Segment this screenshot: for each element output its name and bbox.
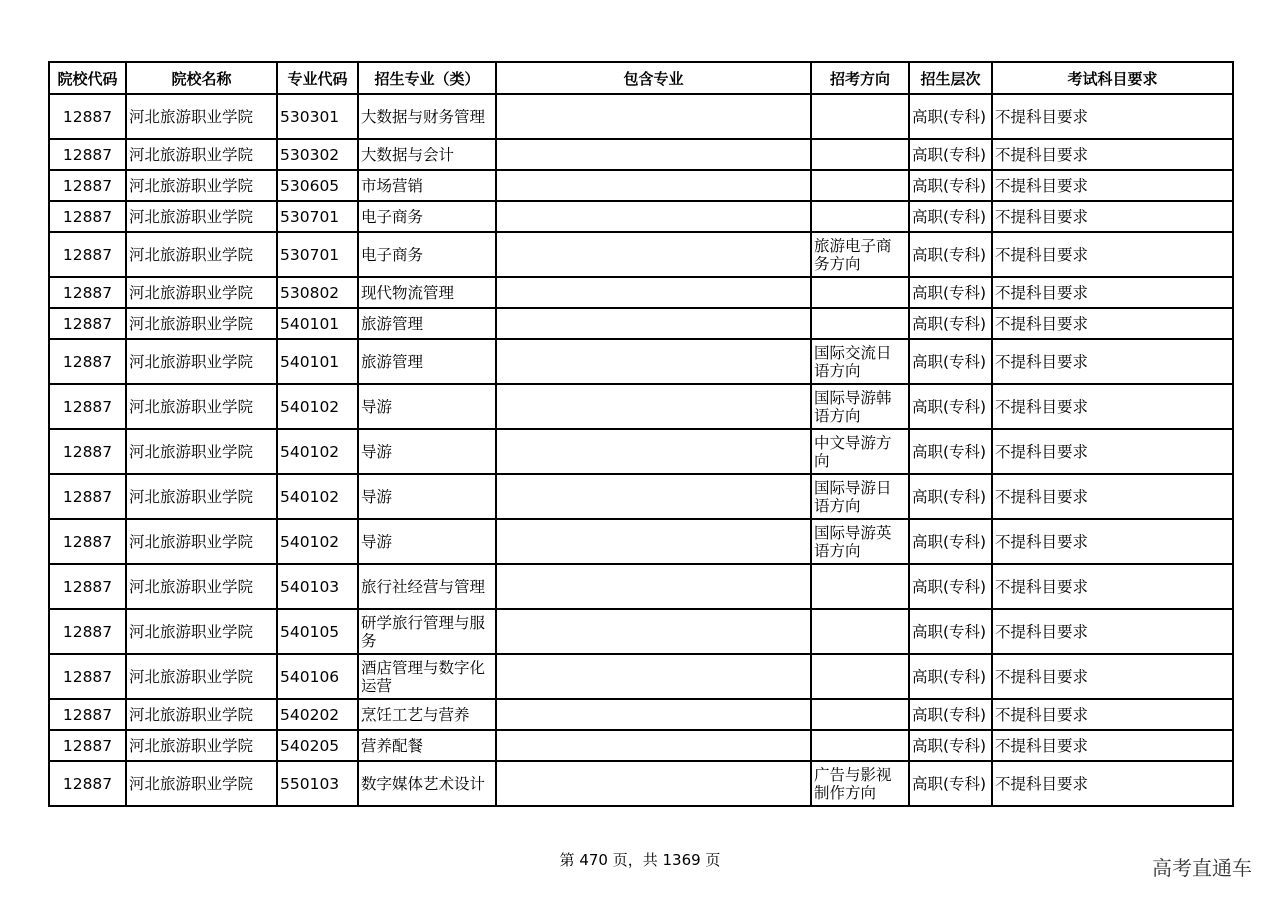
- cell-major: 市场营销: [358, 170, 496, 201]
- cell-major: 现代物流管理: [358, 277, 496, 308]
- cell-major-code: 540106: [277, 654, 358, 699]
- admissions-table: [48, 61, 1234, 807]
- cell-major-code: 540102: [277, 519, 358, 564]
- cell-school-name: 河北旅游职业学院: [126, 609, 277, 654]
- cell-major: 电子商务: [358, 232, 496, 277]
- table-row: [49, 232, 1233, 277]
- table-row: [49, 201, 1233, 232]
- cell-direction: 国际导游英语方向: [811, 519, 909, 564]
- cell-school-name: 河北旅游职业学院: [126, 94, 277, 139]
- cell-included-majors: [496, 384, 811, 429]
- cell-school-code: 12887: [49, 339, 126, 384]
- cell-direction: 广告与影视制作方向: [811, 761, 909, 806]
- cell-school-name: 河北旅游职业学院: [126, 429, 277, 474]
- header-major-code: 专业代码: [277, 62, 358, 94]
- cell-level: 高职(专科): [909, 94, 992, 139]
- cell-included-majors: [496, 170, 811, 201]
- cell-school-name: 河北旅游职业学院: [126, 139, 277, 170]
- cell-level: 高职(专科): [909, 699, 992, 730]
- cell-school-name: 河北旅游职业学院: [126, 308, 277, 339]
- cell-requirement: 不提科目要求: [992, 654, 1233, 699]
- cell-direction: [811, 654, 909, 699]
- cell-school-name: 河北旅游职业学院: [126, 761, 277, 806]
- cell-school-name: 河北旅游职业学院: [126, 730, 277, 761]
- cell-major-code: 530802: [277, 277, 358, 308]
- cell-major-code: 540205: [277, 730, 358, 761]
- cell-school-code: 12887: [49, 139, 126, 170]
- cell-requirement: 不提科目要求: [992, 730, 1233, 761]
- cell-major: 大数据与会计: [358, 139, 496, 170]
- header-school-name: 院校名称: [126, 62, 277, 94]
- cell-requirement: 不提科目要求: [992, 761, 1233, 806]
- cell-level: 高职(专科): [909, 761, 992, 806]
- header-requirement: 考试科目要求: [992, 62, 1233, 94]
- cell-level: 高职(专科): [909, 339, 992, 384]
- cell-direction: [811, 730, 909, 761]
- header-major: 招生专业（类）: [358, 62, 496, 94]
- header-level: 招生层次: [909, 62, 992, 94]
- cell-direction: [811, 94, 909, 139]
- cell-major-code: 530701: [277, 232, 358, 277]
- table-header-row: [49, 62, 1233, 94]
- cell-requirement: 不提科目要求: [992, 201, 1233, 232]
- cell-major: 导游: [358, 429, 496, 474]
- cell-major-code: 540202: [277, 699, 358, 730]
- cell-included-majors: [496, 429, 811, 474]
- cell-school-code: 12887: [49, 277, 126, 308]
- header-school-code: 院校代码: [49, 62, 126, 94]
- cell-direction: [811, 170, 909, 201]
- cell-school-code: 12887: [49, 564, 126, 609]
- cell-direction: [811, 609, 909, 654]
- cell-school-name: 河北旅游职业学院: [126, 277, 277, 308]
- cell-school-code: 12887: [49, 609, 126, 654]
- cell-school-code: 12887: [49, 308, 126, 339]
- cell-school-code: 12887: [49, 384, 126, 429]
- watermark-text: 高考直通车: [1152, 856, 1252, 880]
- page-footer: 第 470 页，共 1369 页: [559, 851, 721, 869]
- cell-direction: [811, 201, 909, 232]
- cell-major: 酒店管理与数字化运营: [358, 654, 496, 699]
- cell-level: 高职(专科): [909, 308, 992, 339]
- cell-major-code: 540105: [277, 609, 358, 654]
- cell-school-code: 12887: [49, 94, 126, 139]
- cell-school-code: 12887: [49, 170, 126, 201]
- table-row: [49, 654, 1233, 699]
- cell-direction: 国际导游韩语方向: [811, 384, 909, 429]
- cell-school-code: 12887: [49, 474, 126, 519]
- cell-school-name: 河北旅游职业学院: [126, 699, 277, 730]
- cell-major-code: 540101: [277, 308, 358, 339]
- cell-level: 高职(专科): [909, 609, 992, 654]
- cell-major-code: 540102: [277, 429, 358, 474]
- cell-school-code: 12887: [49, 730, 126, 761]
- cell-requirement: 不提科目要求: [992, 609, 1233, 654]
- cell-school-name: 河北旅游职业学院: [126, 232, 277, 277]
- cell-school-code: 12887: [49, 519, 126, 564]
- table-row: [49, 384, 1233, 429]
- cell-major: 营养配餐: [358, 730, 496, 761]
- cell-major: 数字媒体艺术设计: [358, 761, 496, 806]
- cell-level: 高职(专科): [909, 277, 992, 308]
- cell-included-majors: [496, 474, 811, 519]
- cell-school-name: 河北旅游职业学院: [126, 170, 277, 201]
- table-row: [49, 730, 1233, 761]
- header-direction: 招考方向: [811, 62, 909, 94]
- table-row: [49, 609, 1233, 654]
- cell-major: 烹饪工艺与营养: [358, 699, 496, 730]
- cell-requirement: 不提科目要求: [992, 474, 1233, 519]
- cell-major-code: 540103: [277, 564, 358, 609]
- table-row: [49, 170, 1233, 201]
- cell-level: 高职(专科): [909, 384, 992, 429]
- cell-major: 导游: [358, 474, 496, 519]
- cell-major-code: 530302: [277, 139, 358, 170]
- cell-included-majors: [496, 761, 811, 806]
- cell-school-code: 12887: [49, 699, 126, 730]
- cell-school-name: 河北旅游职业学院: [126, 201, 277, 232]
- cell-level: 高职(专科): [909, 474, 992, 519]
- cell-major-code: 540102: [277, 384, 358, 429]
- cell-level: 高职(专科): [909, 654, 992, 699]
- header-included-majors: 包含专业: [496, 62, 811, 94]
- cell-major: 导游: [358, 384, 496, 429]
- cell-major-code: 550103: [277, 761, 358, 806]
- cell-major-code: 530301: [277, 94, 358, 139]
- cell-requirement: 不提科目要求: [992, 308, 1233, 339]
- cell-school-name: 河北旅游职业学院: [126, 519, 277, 564]
- cell-school-code: 12887: [49, 429, 126, 474]
- cell-direction: 旅游电子商务方向: [811, 232, 909, 277]
- cell-requirement: 不提科目要求: [992, 232, 1233, 277]
- cell-major: 电子商务: [358, 201, 496, 232]
- cell-requirement: 不提科目要求: [992, 699, 1233, 730]
- cell-direction: 中文导游方向: [811, 429, 909, 474]
- cell-school-code: 12887: [49, 201, 126, 232]
- table-row: [49, 339, 1233, 384]
- cell-school-name: 河北旅游职业学院: [126, 474, 277, 519]
- cell-major-code: 540101: [277, 339, 358, 384]
- cell-direction: [811, 277, 909, 308]
- cell-major: 旅行社经营与管理: [358, 564, 496, 609]
- cell-major: 大数据与财务管理: [358, 94, 496, 139]
- table-row: [49, 139, 1233, 170]
- cell-school-name: 河北旅游职业学院: [126, 564, 277, 609]
- cell-included-majors: [496, 730, 811, 761]
- table-row: [49, 761, 1233, 806]
- cell-requirement: 不提科目要求: [992, 170, 1233, 201]
- cell-included-majors: [496, 654, 811, 699]
- cell-level: 高职(专科): [909, 730, 992, 761]
- cell-direction: 国际导游日语方向: [811, 474, 909, 519]
- table-row: [49, 277, 1233, 308]
- cell-school-code: 12887: [49, 232, 126, 277]
- cell-included-majors: [496, 699, 811, 730]
- cell-included-majors: [496, 201, 811, 232]
- cell-included-majors: [496, 94, 811, 139]
- table-row: [49, 699, 1233, 730]
- cell-included-majors: [496, 609, 811, 654]
- cell-requirement: 不提科目要求: [992, 429, 1233, 474]
- cell-included-majors: [496, 564, 811, 609]
- cell-major: 导游: [358, 519, 496, 564]
- cell-school-name: 河北旅游职业学院: [126, 384, 277, 429]
- cell-major-code: 530605: [277, 170, 358, 201]
- cell-level: 高职(专科): [909, 170, 992, 201]
- cell-direction: [811, 308, 909, 339]
- cell-major: 旅游管理: [358, 308, 496, 339]
- cell-requirement: 不提科目要求: [992, 384, 1233, 429]
- cell-included-majors: [496, 232, 811, 277]
- table-row: [49, 94, 1233, 139]
- cell-direction: 国际交流日语方向: [811, 339, 909, 384]
- cell-included-majors: [496, 139, 811, 170]
- table-row: [49, 308, 1233, 339]
- cell-major-code: 540102: [277, 474, 358, 519]
- cell-school-name: 河北旅游职业学院: [126, 654, 277, 699]
- cell-major: 研学旅行管理与服务: [358, 609, 496, 654]
- cell-requirement: 不提科目要求: [992, 519, 1233, 564]
- cell-school-code: 12887: [49, 761, 126, 806]
- cell-school-code: 12887: [49, 654, 126, 699]
- cell-direction: [811, 139, 909, 170]
- cell-direction: [811, 699, 909, 730]
- cell-major-code: 530701: [277, 201, 358, 232]
- cell-requirement: 不提科目要求: [992, 564, 1233, 609]
- cell-requirement: 不提科目要求: [992, 139, 1233, 170]
- cell-included-majors: [496, 308, 811, 339]
- table-row: [49, 564, 1233, 609]
- cell-major: 旅游管理: [358, 339, 496, 384]
- cell-level: 高职(专科): [909, 519, 992, 564]
- cell-school-name: 河北旅游职业学院: [126, 339, 277, 384]
- cell-direction: [811, 564, 909, 609]
- cell-level: 高职(专科): [909, 429, 992, 474]
- table-row: [49, 519, 1233, 564]
- cell-included-majors: [496, 277, 811, 308]
- cell-level: 高职(专科): [909, 232, 992, 277]
- cell-level: 高职(专科): [909, 201, 992, 232]
- cell-requirement: 不提科目要求: [992, 339, 1233, 384]
- cell-level: 高职(专科): [909, 564, 992, 609]
- cell-requirement: 不提科目要求: [992, 94, 1233, 139]
- cell-included-majors: [496, 519, 811, 564]
- cell-level: 高职(专科): [909, 139, 992, 170]
- cell-included-majors: [496, 339, 811, 384]
- table-row: [49, 429, 1233, 474]
- cell-requirement: 不提科目要求: [992, 277, 1233, 308]
- table-row: [49, 474, 1233, 519]
